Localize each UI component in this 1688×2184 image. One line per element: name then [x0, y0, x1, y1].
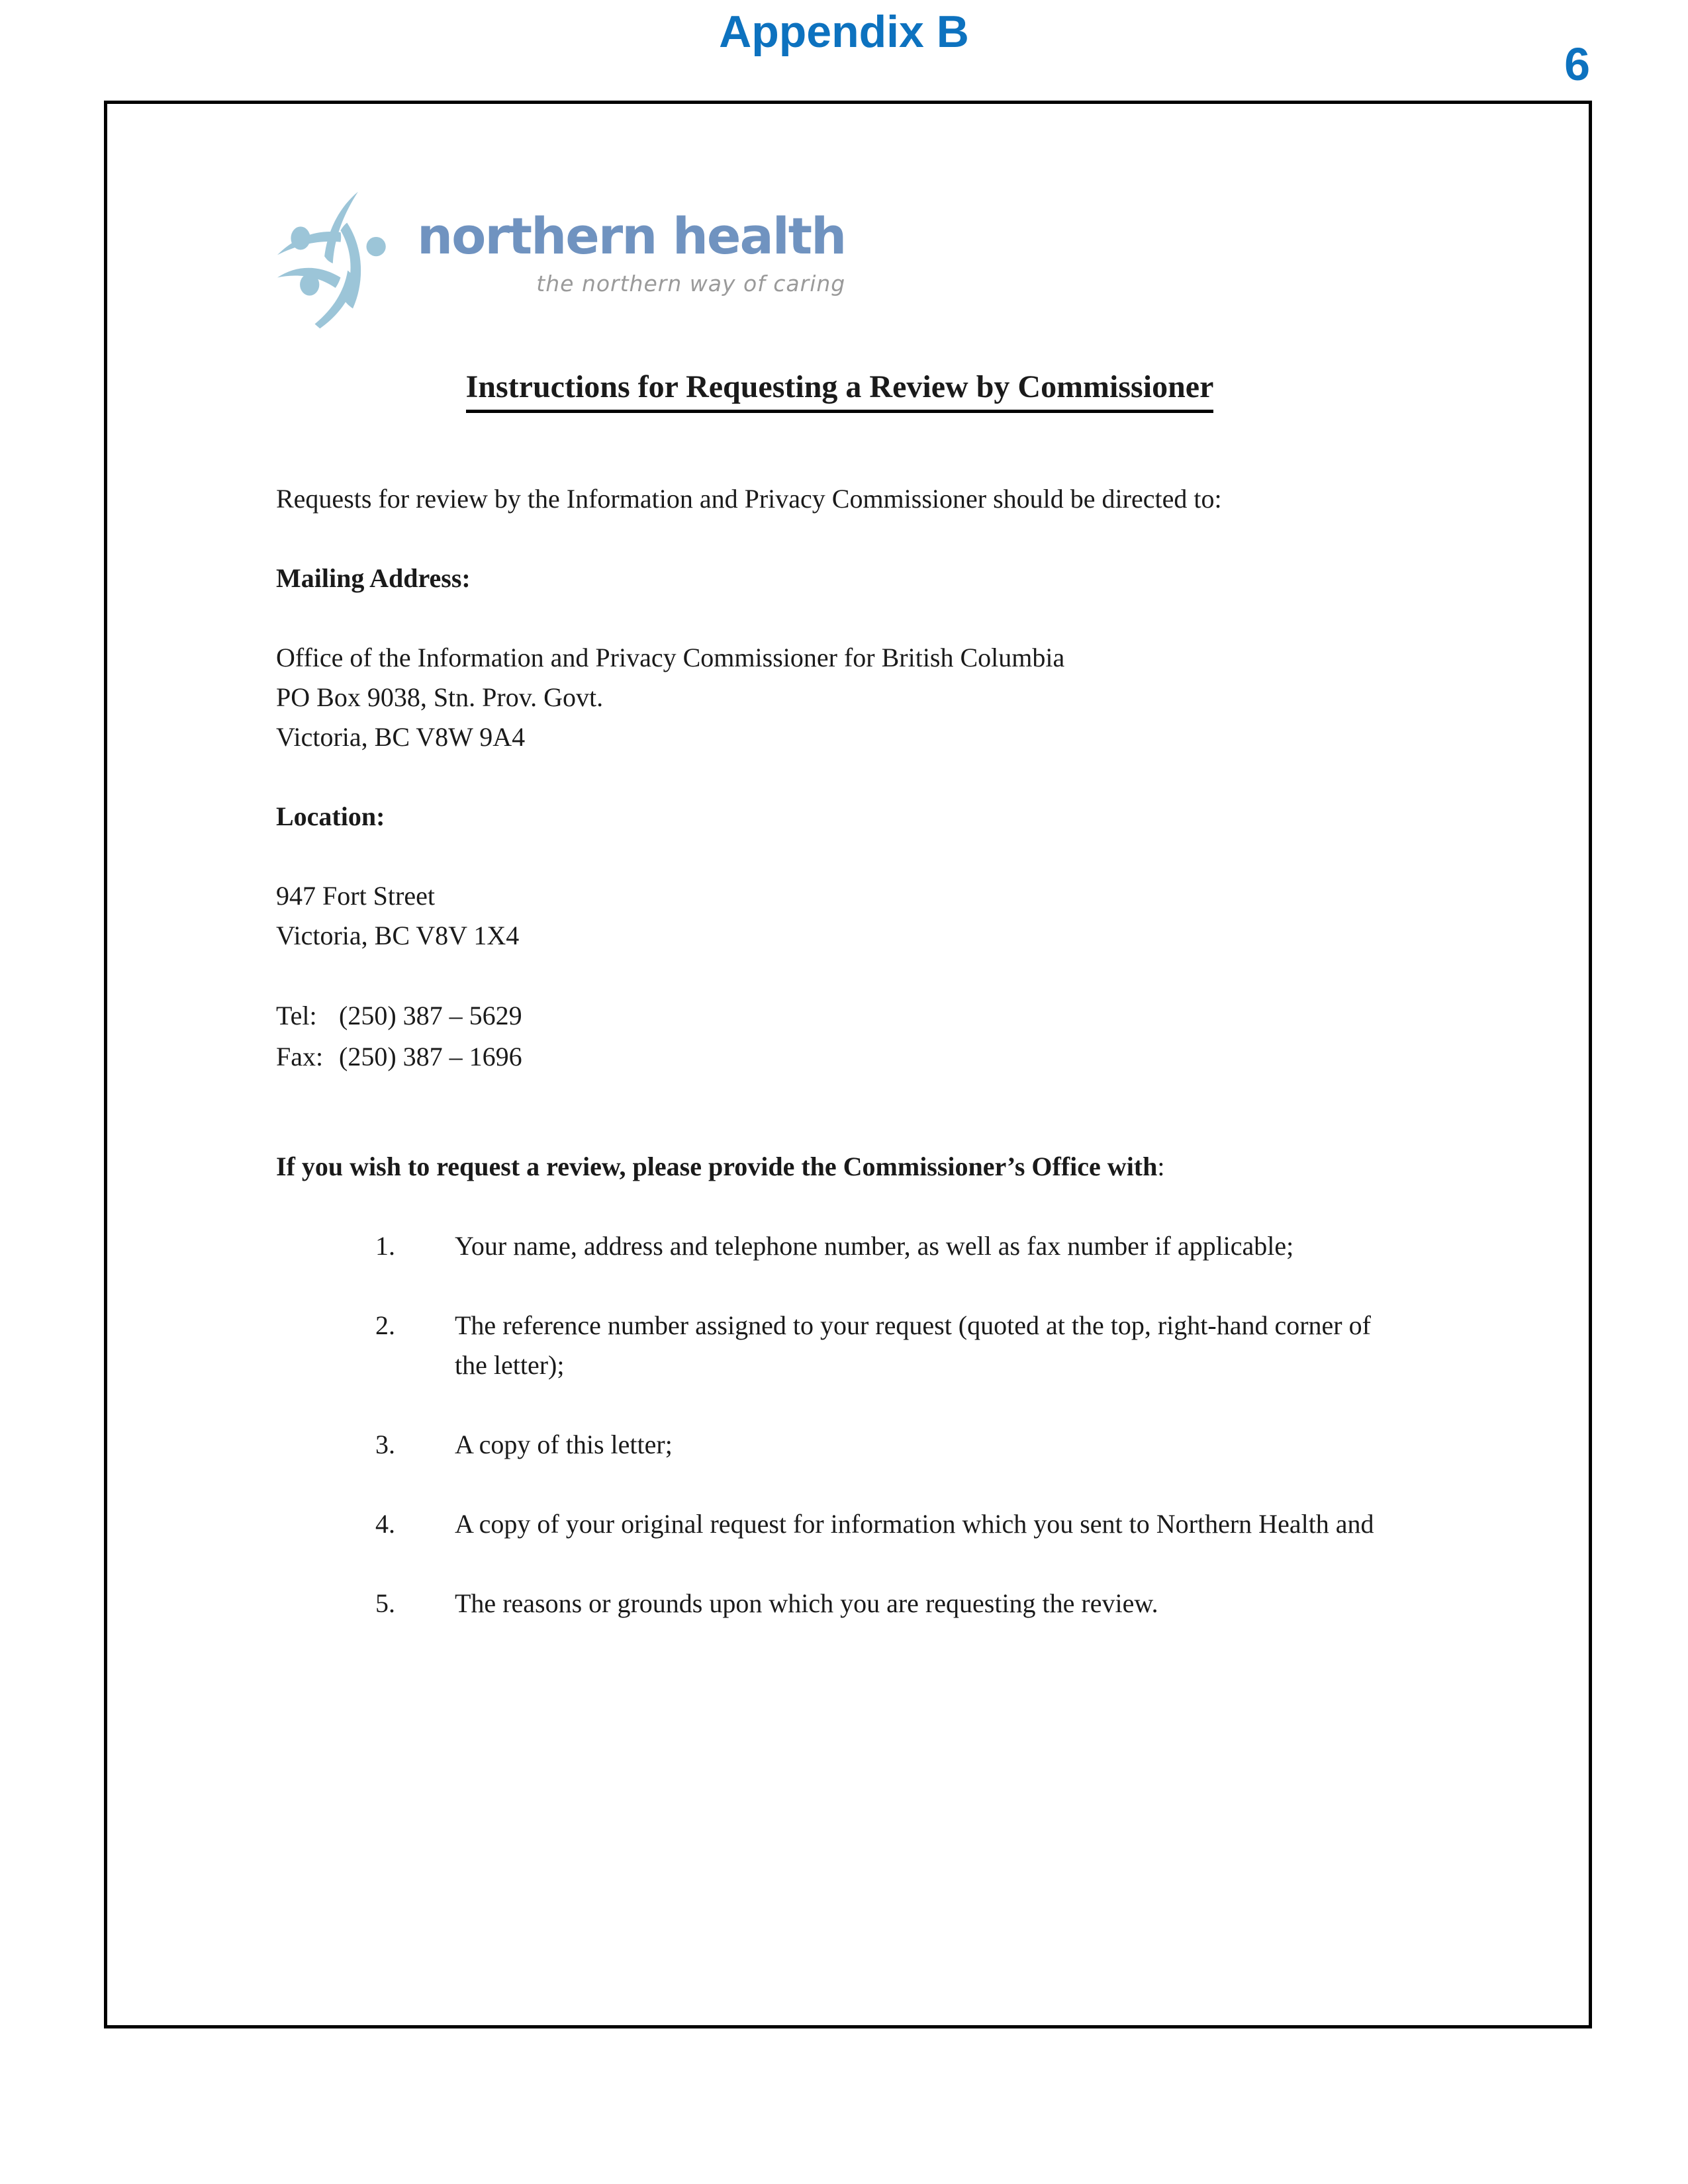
location-block: [276, 876, 1403, 956]
mailing-address-line: Office of the Information and Privacy Commissioner for British Columbia: [276, 643, 1065, 673]
location-line: Victoria, BC V8V 1X4: [276, 921, 520, 951]
fax-label: Fax:: [276, 1042, 324, 1072]
northern-health-logo-icon: [276, 190, 405, 332]
document-title: Instructions for Requesting a Review by Commissioner: [466, 369, 1214, 413]
contact-block: [276, 995, 1403, 1077]
list-item-number: 1.: [375, 1231, 395, 1261]
list-item-number: 3.: [375, 1430, 395, 1460]
list-item-text: The reference number assigned to your request (quoted at the top, right-hand corner of the letter);: [455, 1310, 1371, 1381]
fax-row: [276, 1036, 1403, 1077]
list-item: [276, 1504, 1403, 1544]
tel-number: (250) 387 – 5629: [339, 1001, 522, 1031]
logo-text: [417, 190, 845, 296]
tel-label: Tel:: [276, 1001, 317, 1031]
document-title-wrap: [276, 369, 1403, 413]
list-item: [276, 1226, 1403, 1266]
logo-tagline: the northern way of caring: [536, 270, 846, 296]
list-item-number: 5.: [375, 1588, 395, 1619]
list-item-text: The reasons or grounds upon which you are requesting the review.: [455, 1588, 1158, 1619]
mailing-address-line: Victoria, BC V8W 9A4: [276, 722, 526, 752]
location-line: 947 Fort Street: [276, 881, 435, 911]
list-item-number: 4.: [375, 1509, 395, 1539]
mailing-address-label: Mailing Address:: [276, 563, 471, 594]
logo-wordmark: northern health: [417, 206, 846, 265]
mailing-address-line: PO Box 9038, Stn. Prov. Govt.: [276, 682, 604, 713]
tel-row: [276, 995, 1403, 1036]
page-number: 6: [1564, 38, 1590, 90]
list-item: [276, 1306, 1403, 1385]
northern-health-logo: [276, 190, 1403, 332]
request-heading: [276, 1147, 1403, 1187]
fax-number: (250) 387 – 1696: [339, 1042, 522, 1072]
intro-paragraph: Requests for review by the Information and Privacy Commissioner should be directed to:: [276, 484, 1222, 514]
document-frame: [104, 101, 1592, 2028]
list-item-text: Your name, address and telephone number, as well as fax number if applicable;: [455, 1231, 1294, 1261]
request-heading-text: If you wish to request a review, please provide the Commissioner’s Office with: [276, 1152, 1158, 1182]
request-heading-colon: :: [1157, 1152, 1165, 1182]
page-header: [0, 7, 1688, 57]
list-item-number: 2.: [375, 1310, 395, 1341]
list-item: [276, 1584, 1403, 1623]
list-item-text: A copy of your original request for information which you sent to Northern Health and: [455, 1509, 1374, 1539]
mailing-address-block: [276, 638, 1403, 757]
appendix-title: Appendix B: [719, 7, 969, 57]
list-item: [276, 1425, 1403, 1465]
location-label: Location:: [276, 801, 385, 832]
list-item-text: A copy of this letter;: [455, 1430, 673, 1460]
